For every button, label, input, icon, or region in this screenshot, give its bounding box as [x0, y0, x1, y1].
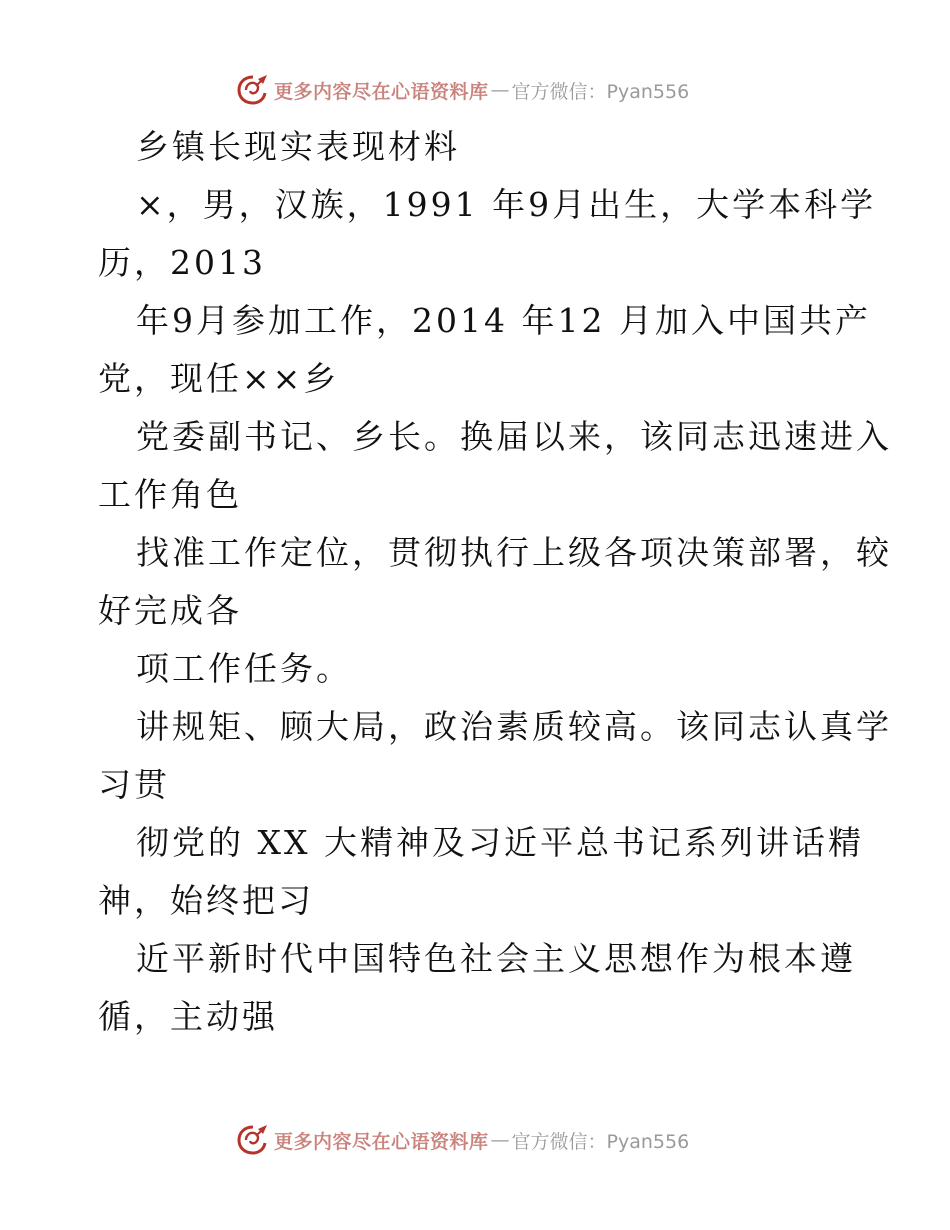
paragraph-line: 历，2013 — [98, 243, 266, 282]
footer-wechat-text: 官方微信：Pyan556 — [511, 1130, 690, 1153]
paragraph-line: 神，始终把习 — [98, 881, 314, 920]
paragraph-line: 党，现任××乡 — [98, 359, 340, 398]
pen-swirl-logo-icon — [236, 1123, 270, 1157]
paragraph-line: ×，男，汉族，1991 年9月出生，大学本科学 — [136, 185, 877, 224]
footer-site-text: 更多内容尽在心语资料库 — [274, 1130, 489, 1153]
footer-watermark — [236, 1122, 689, 1158]
pen-swirl-logo-icon — [236, 73, 270, 107]
paragraph-line: 习贯 — [98, 765, 170, 804]
paragraph-line: 党委副书记、乡长。换届以来，该同志迅速进入 — [136, 417, 892, 456]
paragraph-line: 年9月参加工作，2014 年12 月加入中国共产 — [136, 301, 871, 340]
paragraph-line: 讲规矩、顾大局，政治素质较高。该同志认真学 — [136, 707, 892, 746]
document-title: 乡镇长现实表现材料 — [136, 127, 460, 166]
document-body — [98, 118, 892, 1046]
paragraph-line: 项工作任务。 — [136, 649, 352, 688]
header-site-text: 更多内容尽在心语资料库 — [274, 80, 489, 103]
paragraph-line: 找准工作定位，贯彻执行上级各项决策部署，较 — [136, 533, 892, 572]
paragraph-line: 好完成各 — [98, 591, 242, 630]
paragraph-line: 近平新时代中国特色社会主义思想作为根本遵 — [136, 939, 856, 978]
paragraph-line: 工作角色 — [98, 475, 242, 514]
paragraph-line: 循，主动强 — [98, 997, 278, 1036]
header-separator: — — [490, 79, 510, 101]
header-watermark — [236, 72, 689, 108]
paragraph-line: 彻党的 XX 大精神及习近平总书记系列讲话精 — [136, 823, 864, 862]
header-wechat-text: 官方微信：Pyan556 — [511, 80, 690, 103]
footer-separator: — — [490, 1129, 510, 1151]
